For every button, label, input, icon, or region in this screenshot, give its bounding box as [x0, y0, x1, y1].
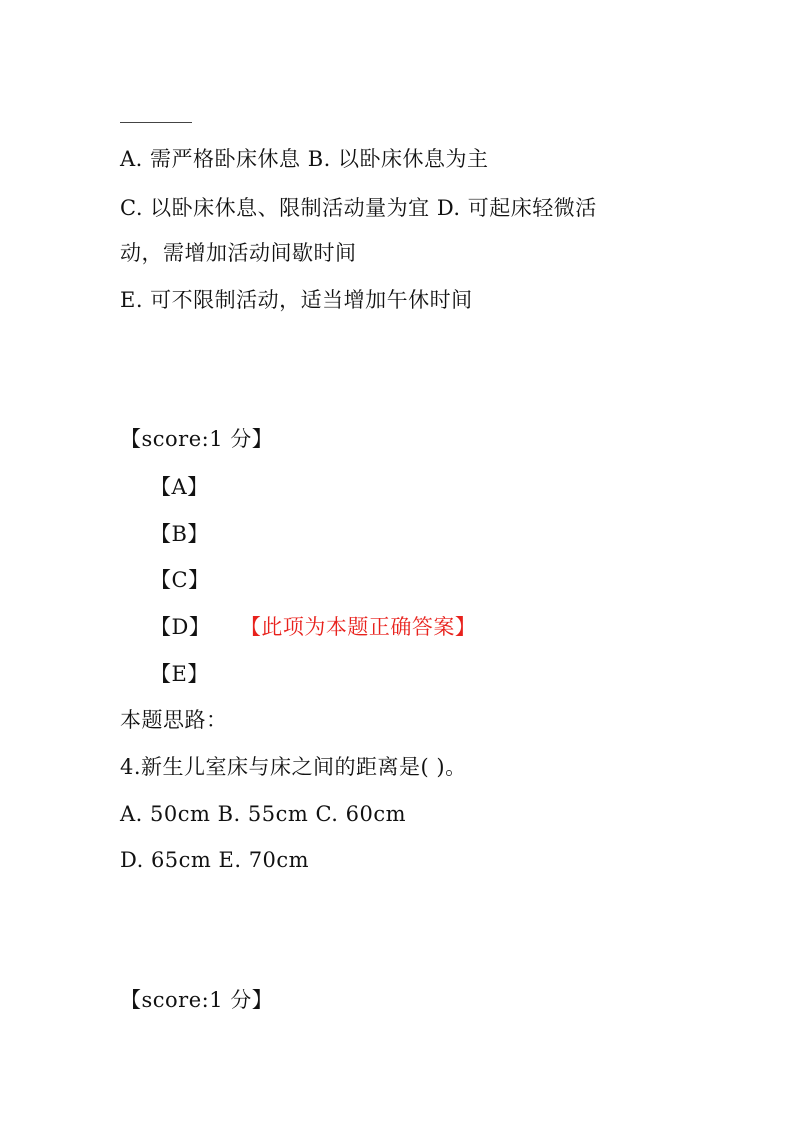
q4-stem: 4.新生儿室床与床之间的距离是( )。 — [120, 755, 467, 779]
q4-options-line-2: D. 65cm E. 70cm — [120, 848, 310, 872]
separator-line — [120, 122, 192, 123]
q4-score: 【score:1 分】 — [120, 988, 274, 1012]
q3-answer-c: 【C】 — [150, 568, 210, 592]
q3-thought-label: 本题思路： — [120, 708, 228, 732]
q3-options-line-4: E. 可不限制活动，适当增加午休时间 — [120, 288, 473, 312]
q3-answer-d-row — [150, 612, 476, 642]
q3-answer-b: 【B】 — [150, 522, 209, 546]
q3-score: 【score:1 分】 — [120, 427, 274, 451]
q3-options-line-2: C. 以卧床休息、限制活动量为宜 D. 可起床轻微活 — [120, 196, 597, 220]
q4-options-line-1: A. 50cm B. 55cm C. 60cm — [120, 802, 407, 826]
q3-options-line-1: A. 需严格卧床休息 B. 以卧床休息为主 — [120, 147, 489, 171]
correct-answer-note: 【此项为本题正确答案】 — [250, 615, 477, 639]
q3-options-line-3: 动，需增加活动间歇时间 — [120, 241, 357, 265]
q3-answer-a: 【A】 — [150, 475, 209, 499]
q3-answer-e: 【E】 — [150, 662, 209, 686]
q3-answer-d: 【D】 — [150, 615, 211, 639]
